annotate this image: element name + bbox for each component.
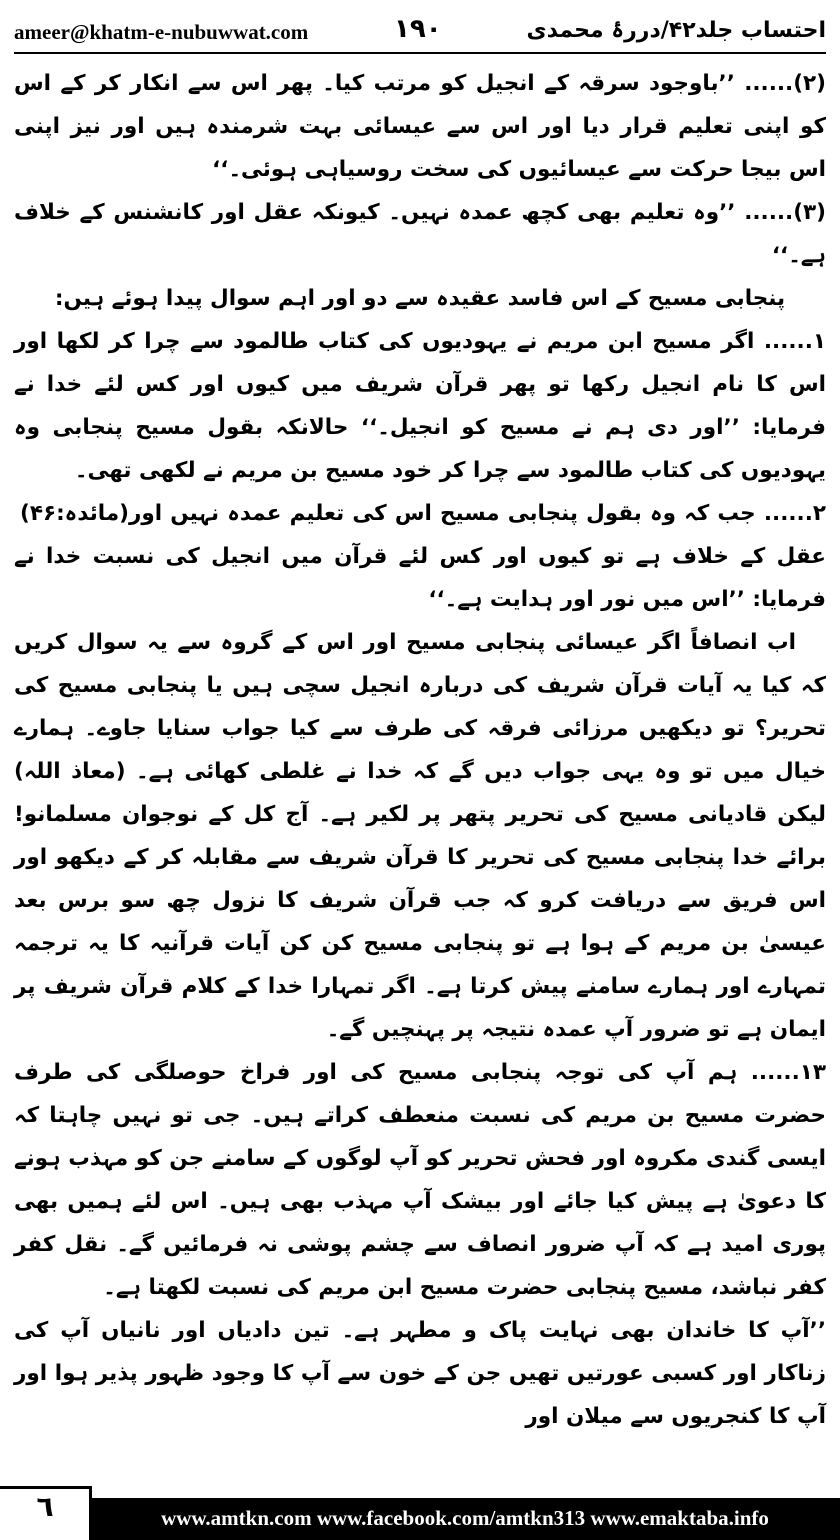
verse-reference: (مائدہ:۴۶) (20, 501, 129, 526)
paragraph-text: پنجابی مسیح کے اس فاسد عقیدہ سے دو اور اہم سوال پیدا ہوئے ہیں: (54, 286, 786, 311)
paragraph (14, 621, 826, 1051)
paragraph (14, 62, 826, 191)
paragraph (14, 492, 826, 621)
footer-links: www.amtkn.com www.facebook.com/amtkn313 www.emaktaba.info (161, 1506, 769, 1530)
paragraph (14, 320, 826, 492)
paragraph-text: ۱...... اگر مسیح ابن مریم نے یہودیوں کی کتاب طالمود سے چرا کر لکھا اور اس کا نام انجیل رکھا تو پھر قرآن شریف میں کیوں اور کس لئے خدا نے فرمایا: ’’اور دی ہم نے مسیح کو انجیل۔‘‘ حالانکہ بقول مسیح پنجابی وہ یہودیوں کی کتاب طالمود سے چرا کر خود مسیح بن مریم نے لکھی تھی۔ (14, 329, 826, 483)
paragraph-text: ۲...... جب کہ وہ بقول پنجابی مسیح اس کی تعلیم عمدہ نہیں اور عقل کے خلاف ہے تو کیوں اور کس لئے قرآن میں انجیل کی نسبت خدا نے فرمایا: ’’اس میں نور اور ہدایت ہے۔‘‘ (14, 501, 826, 612)
paragraph (14, 191, 826, 277)
page-header (14, 8, 826, 52)
header-email: ameer@khatm-e-nubuwwat.com (14, 20, 309, 44)
footer-page-number: ٦ (36, 1490, 54, 1523)
paragraph (14, 1309, 826, 1438)
paragraph-text: ۱۳...... ہم آپ کی توجہ پنجابی مسیح کی اور فراخ حوصلگی کی طرف حضرت مسیح بن مریم کی نسبت منعطف کراتے ہیں۔ جی تو نہیں چاہتا کہ ایسی گندی مکروہ اور فحش تحریر کو آپ لوگوں کے سامنے جن کو مہذب ہونے کا دعویٰ ہے پیش کیا جائے اور بیشک آپ مہذب بھی ہیں۔ اس لئے ہمیں بھی پوری امید ہے کہ آپ ضرور انصاف سے چشم پوشی نہ فرمائیں گے۔ نقل کفر کفر نباشد، مسیح پنجابی حضرت مسیح ابن مریم کی نسبت لکھتا ہے۔ (14, 1060, 826, 1300)
paragraph-text: (۲)...... ’’باوجود سرقہ کے انجیل کو مرتب کیا۔ پھر اس سے انکار کر کے اس کو اپنی تعلیم قرار دیا اور اس سے عیسائی بہت شرمندہ ہیں اور نیز اپنی اس بیجا حرکت سے عیسائیوں کی سخت روسیاہی ہوئی۔‘‘ (14, 71, 826, 182)
paragraph-text: (۳)...... ’’وہ تعلیم بھی کچھ عمدہ نہیں۔ کیونکہ عقل اور کانشنس کے خلاف ہے۔‘‘ (14, 200, 826, 268)
header-book-title: احتساب جلد۴۲/دررۂ محمدی (526, 18, 826, 43)
paragraph-text: ’’آپ کا خاندان بھی نہایت پاک و مطہر ہے۔ تین دادیاں اور نانیاں آپ کی زناکار اور کسبی عورتیں تھیں جن کے خون سے آپ کا وجود ظہور پذیر ہوا اور آپ کا کنجریوں سے میلان اور (14, 1318, 826, 1429)
header-rule (14, 52, 826, 54)
paragraph (14, 277, 826, 320)
page-body (14, 62, 826, 1438)
paragraph (14, 1051, 826, 1309)
paragraph-text: اب انصافاً اگر عیسائی پنجابی مسیح اور اس کے گروہ سے یہ سوال کریں کہ کیا یہ آیات قرآن شریف کی دربارہ انجیل سچی ہیں یا پنجابی مسیح کی تحریر؟ تو دیکھیں مرزائی فرقہ کی طرف سے کیا جواب سنایا جاوے۔ ہمارے خیال میں تو وہ یہی جواب دیں گے کہ خدا نے غلطی کھائی ہے۔ (معاذ اللہ) لیکن قادیانی مسیح کی تحریر پتھر پر لکیر ہے۔ آج کل کے نوجوان مسلمانو! برائے خدا پنجابی مسیح کی تحریر کا قرآن شریف سے مقابلہ کر کے دیکھو اور اس فریق سے دریافت کرو کہ جب قرآن شریف کا نزول چھ سو برس بعد عیسیٰ بن مریم کے ہوا ہے تو پنجابی مسیح کن کن آیات قرآنیہ کا یہ ترجمہ تمہارے اور ہمارے سامنے پیش کرتا ہے۔ اگر تمہارا خدا کے کلام قرآن شریف پر ایمان ہے تو ضرور آپ عمدہ نتیجہ پر پہنچیں گے۔ (14, 630, 826, 1042)
header-page-number: ۱۹۰ (394, 14, 442, 44)
